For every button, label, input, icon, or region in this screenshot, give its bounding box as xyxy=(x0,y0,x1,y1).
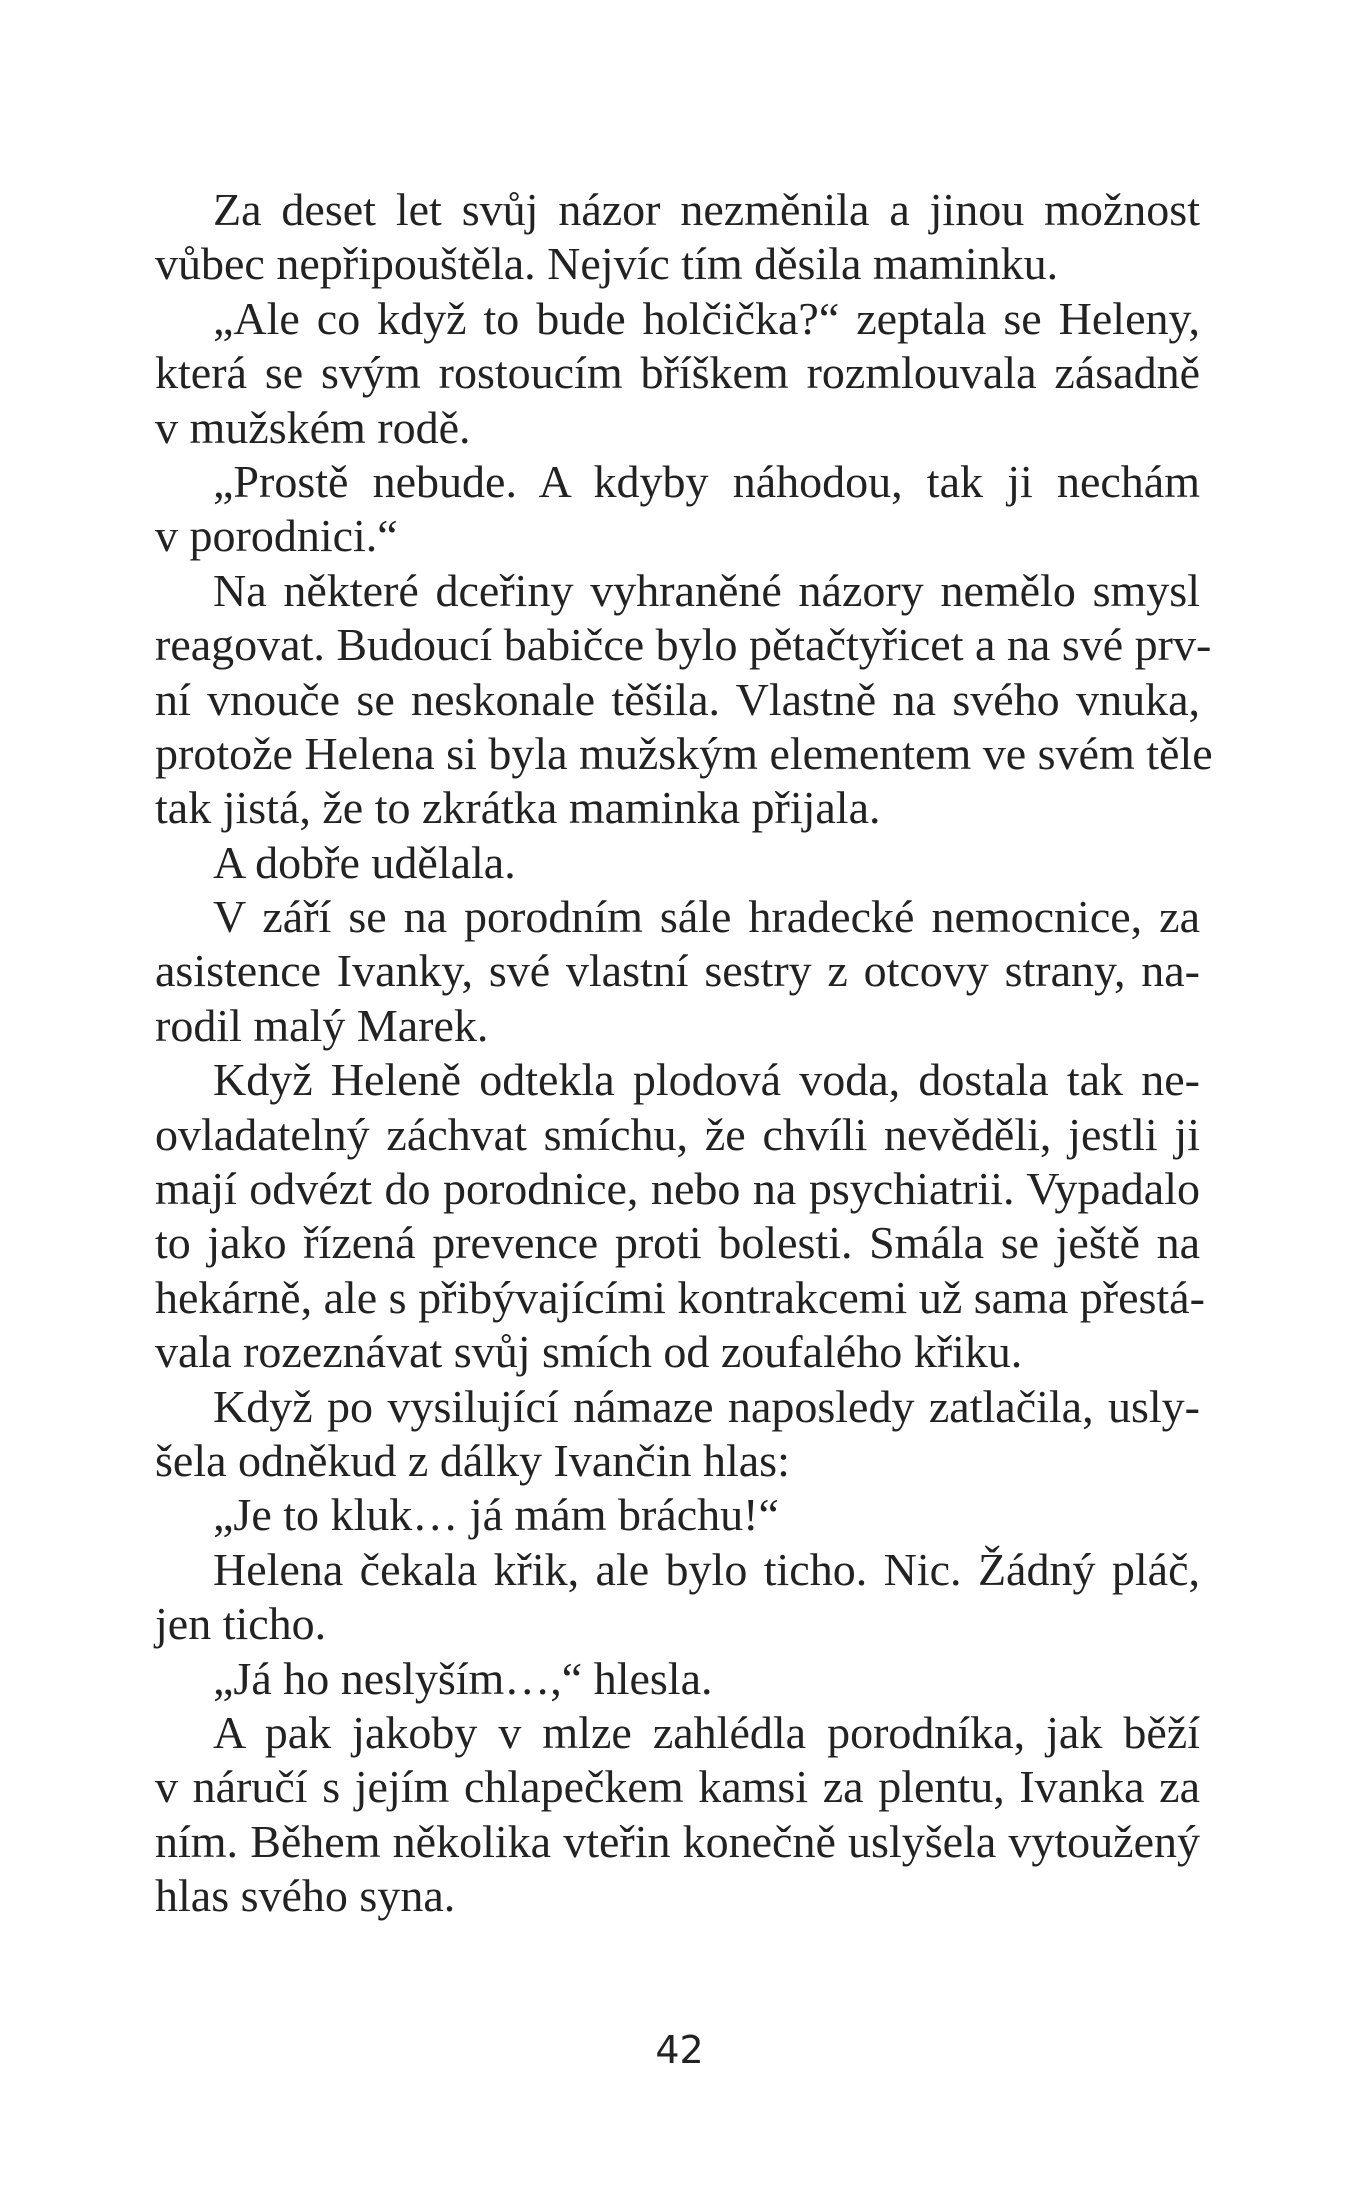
page-number: 42 xyxy=(655,2028,704,2072)
text-line: v mužském rodě. xyxy=(155,401,471,453)
text-line: „Prostě nebude. A kdyby náhodou, tak ji nechám xyxy=(213,455,1200,507)
text-line: A dobře udělala. xyxy=(213,836,516,888)
text-line: V září se na porodním sále hradecké nemocnice, za xyxy=(213,891,1200,943)
text-line: reagovat. Budoucí babičce bylo pětačtyřicet a na své prv- xyxy=(155,619,1212,671)
text-line: tak jistá, že to zkrátka maminka přijala. xyxy=(155,782,881,834)
text-line: vůbec nepřipouštěla. Nejvíc tím děsila maminku. xyxy=(155,238,1059,290)
text-line: protože Helena si byla mužským elementem ve svém těle xyxy=(155,727,1213,779)
text-line: hekárně, ale s přibývajícími kontrakcemi už sama přestá- xyxy=(155,1271,1205,1323)
text-line: v náručí s jejím chlapečkem kamsi za plentu, Ivanka za xyxy=(155,1761,1200,1813)
text-line: asistence Ivanky, své vlastní sestry z otcovy strany, na- xyxy=(155,945,1200,997)
body-text xyxy=(155,183,1213,1924)
text-line: Na některé dceřiny vyhraněné názory nemělo smysl xyxy=(213,564,1200,616)
text-line: Když po vysilující námaze naposledy zatlačila, usly- xyxy=(213,1380,1200,1432)
text-line: Když Heleně odtekla plodová voda, dostala tak ne- xyxy=(213,1054,1200,1106)
text-line: „Je to kluk… já mám bráchu!“ xyxy=(213,1489,779,1541)
text-line: mají odvézt do porodnice, nebo na psychiatrii. Vypadalo xyxy=(155,1163,1200,1215)
text-line: vala rozeznávat svůj smích od zoufalého křiku. xyxy=(155,1326,1023,1378)
text-line: ní vnouče se neskonale těšila. Vlastně na svého vnuka, xyxy=(155,673,1200,725)
text-line: to jako řízená prevence proti bolesti. Smála se ještě na xyxy=(155,1217,1200,1269)
text-line: jen ticho. xyxy=(155,1598,327,1650)
text-line: Za deset let svůj názor nezměnila a jinou možnost xyxy=(213,184,1200,235)
text-line: „Ale co když to bude holčička?“ zeptala se Heleny, xyxy=(213,292,1200,344)
text-line: ním. Během několika vteřin konečně uslyšela vytoužený xyxy=(155,1815,1200,1867)
text-line: která se svým rostoucím bříškem rozmlouvala zásadně xyxy=(155,347,1200,399)
text-line: „Já ho neslyším…,“ hlesla. xyxy=(213,1652,713,1704)
text-line: A pak jakoby v mlze zahlédla porodníka, jak běží xyxy=(213,1706,1200,1758)
text-line: šela odněkud z dálky Ivančin hlas: xyxy=(155,1434,790,1486)
text-line: hlas svého syna. xyxy=(155,1870,456,1922)
text-line: Helena čekala křik, ale bylo ticho. Nic. Žádný pláč, xyxy=(213,1543,1200,1595)
text-line: rodil malý Marek. xyxy=(155,999,489,1051)
text-line: v porodnici.“ xyxy=(155,510,398,562)
text-line: ovladatelný záchvat smíchu, že chvíli nevěděli, jestli ji xyxy=(155,1108,1200,1160)
